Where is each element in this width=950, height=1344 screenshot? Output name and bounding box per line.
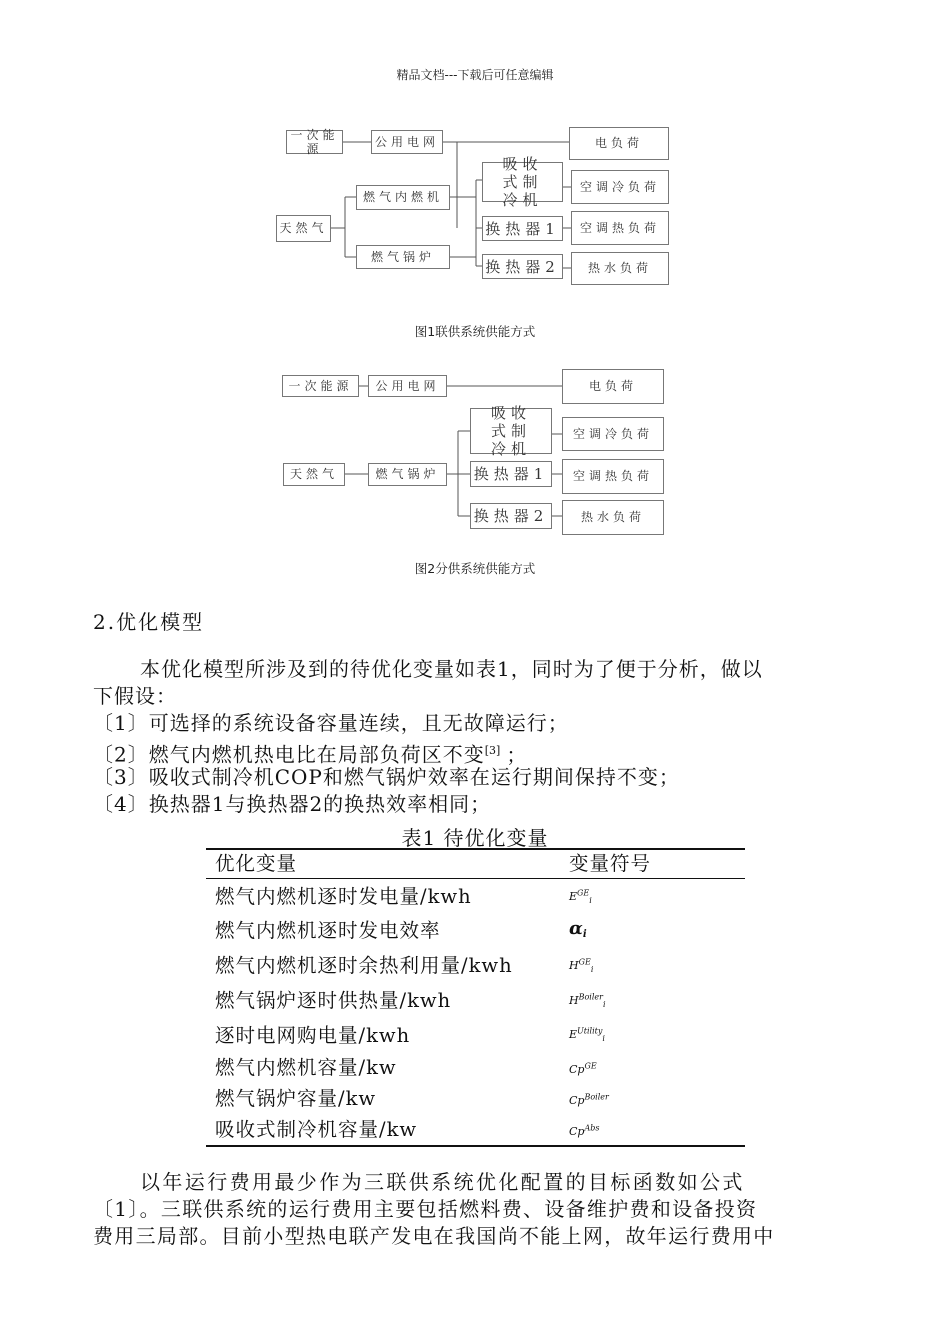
table-row — [206, 1053, 745, 1084]
conclusion-line-2: 〔1〕。三联供系统的运行费用主要包括燃料费、设备维护费和设备投资 — [93, 1197, 758, 1221]
fig1-heat-exchanger-2-box: 换热器2 — [482, 254, 563, 279]
fig2-elec-load-box: 电负荷 — [562, 369, 664, 404]
variable-name: 燃气内燃机逐时发电效率 — [215, 919, 441, 943]
symbol-base: Cp — [569, 1063, 585, 1077]
fig2-hot-water-load-box: 热水负荷 — [562, 500, 664, 535]
table-row — [206, 1114, 745, 1146]
fig1-natural-gas-box: 天然气 — [276, 215, 331, 242]
fig2-cooling-load-box: 空调冷负荷 — [562, 417, 664, 451]
figure2-caption: 图2分供系统供能方式 — [414, 561, 536, 576]
table-row — [206, 1083, 745, 1114]
page-header: 精品文档---下载后可任意编辑 — [396, 68, 554, 82]
symbol-base: α — [569, 917, 583, 939]
symbol-base: H — [569, 993, 579, 1007]
variable-name: 燃气内燃机逐时余热利用量/kwh — [215, 953, 513, 977]
assumption-3: 〔3〕吸收式制冷机COP和燃气锅炉效率在运行期间保持不变； — [93, 765, 680, 789]
table-header-row — [206, 849, 745, 879]
variable-name: 燃气锅炉逐时供热量/kwh — [215, 988, 452, 1012]
fig1-heat-exchanger-1-box: 换热器1 — [482, 216, 563, 241]
assumption-2-citation: [3] — [484, 744, 501, 757]
assumption-1: 〔1〕可选择的系统设备容量连续，且无故障运行； — [93, 711, 569, 735]
variable-symbol — [560, 1083, 745, 1114]
intro-line-2: 下假设： — [93, 684, 177, 708]
table-row — [206, 879, 745, 914]
fig1-hot-water-load-box: 热水负荷 — [571, 252, 669, 285]
header-variable: 优化变量 — [206, 849, 560, 879]
variable-symbol — [560, 914, 745, 948]
variable-symbol — [560, 879, 745, 914]
symbol-superscript: Boiler — [578, 991, 603, 1001]
fig1-gas-boiler-box: 燃气锅炉 — [356, 245, 450, 269]
symbol-base: H — [569, 958, 579, 972]
symbol-subscript: i — [582, 929, 587, 941]
symbol-subscript: i — [602, 999, 606, 1009]
variable-name: 吸收式制冷机容量/kw — [215, 1117, 418, 1141]
symbol-formula — [569, 1026, 605, 1044]
variable-name: 逐时电网购电量/kwh — [215, 1023, 411, 1047]
fig1-elec-load-box: 电负荷 — [569, 127, 669, 160]
conclusion-line-3: 费用三局部。目前小型热电联产发电在我国尚不能上网，故年运行费用中 — [93, 1224, 775, 1248]
variable-symbol — [560, 1053, 745, 1084]
fig1-absorption-chiller-box: 吸收式制冷机 — [482, 162, 563, 202]
fig2-primary-energy-box: 一次能源 — [282, 375, 359, 397]
symbol-superscript: Utility — [577, 1026, 603, 1036]
symbol-formula — [569, 991, 606, 1009]
symbol-subscript: i — [602, 1034, 605, 1044]
section-title: 2.优化模型 — [93, 610, 205, 634]
table-caption: 表1 待优化变量 — [401, 826, 549, 850]
symbol-formula — [569, 890, 592, 903]
symbol-superscript: GE — [577, 888, 590, 897]
intro-line-1: 本优化模型所涉及到的待优化变量如表1，同时为了便于分析，做以 — [140, 657, 763, 681]
symbol-formula — [569, 959, 593, 972]
variable-symbol — [560, 948, 745, 983]
symbol-superscript: Boiler — [584, 1092, 609, 1102]
variable-name: 燃气内燃机容量/kw — [215, 1056, 397, 1080]
symbol-subscript: i — [590, 964, 594, 974]
symbol-subscript: i — [589, 895, 592, 905]
assumption-2-tail: ； — [506, 742, 528, 767]
symbol-base: E — [569, 889, 578, 903]
symbol-formula — [569, 1122, 600, 1138]
symbol-superscript: Abs — [584, 1122, 600, 1132]
fig1-grid-box: 公用电网 — [371, 130, 443, 154]
variable-name: 燃气锅炉容量/kw — [215, 1087, 377, 1111]
header-symbol: 变量符号 — [560, 849, 745, 879]
symbol-base: Cp — [569, 1093, 585, 1107]
fig2-natural-gas-box: 天然气 — [283, 463, 345, 486]
table-row — [206, 983, 745, 1018]
variable-name: 燃气内燃机逐时发电量/kwh — [215, 884, 472, 908]
optimization-variables-table — [206, 848, 745, 1147]
fig2-heat-exchanger-2-box: 换热器2 — [470, 503, 552, 529]
symbol-superscript: GE — [578, 957, 591, 967]
table-row — [206, 948, 745, 983]
fig2-heat-exchanger-1-box: 换热器1 — [470, 461, 552, 487]
fig1-gas-engine-box: 燃气内燃机 — [356, 185, 450, 210]
variable-symbol — [560, 1018, 745, 1053]
symbol-formula — [569, 917, 587, 941]
fig2-absorption-chiller-box: 吸收式制冷机 — [470, 408, 552, 454]
symbol-formula — [569, 1063, 597, 1076]
table-body — [206, 879, 745, 1146]
table-row — [206, 1018, 745, 1053]
fig2-grid-box: 公用电网 — [368, 375, 447, 397]
fig2-heating-load-box: 空调热负荷 — [562, 459, 664, 494]
fig1-primary-energy-box: 一次能源 — [286, 130, 343, 154]
table-row — [206, 914, 745, 948]
symbol-superscript: GE — [584, 1061, 597, 1071]
variable-symbol — [560, 1114, 745, 1146]
variable-symbol — [560, 983, 745, 1018]
fig2-gas-boiler-box: 燃气锅炉 — [368, 463, 447, 486]
fig1-cooling-load-box: 空调冷负荷 — [571, 170, 669, 204]
figure1-caption: 图1联供系统供能方式 — [414, 324, 536, 339]
symbol-formula — [569, 1094, 609, 1107]
fig1-heating-load-box: 空调热负荷 — [571, 211, 669, 245]
symbol-base: Cp — [569, 1124, 585, 1138]
assumption-2-text: 〔2〕燃气内燃机热电比在局部负荷区不变 — [93, 742, 485, 767]
assumption-4: 〔4〕换热器1与换热器2的换热效率相同； — [93, 792, 492, 816]
symbol-base: E — [569, 1028, 578, 1042]
conclusion-line-1: 以年运行费用最少作为三联供系统优化配置的目标函数如公式 — [140, 1170, 745, 1194]
